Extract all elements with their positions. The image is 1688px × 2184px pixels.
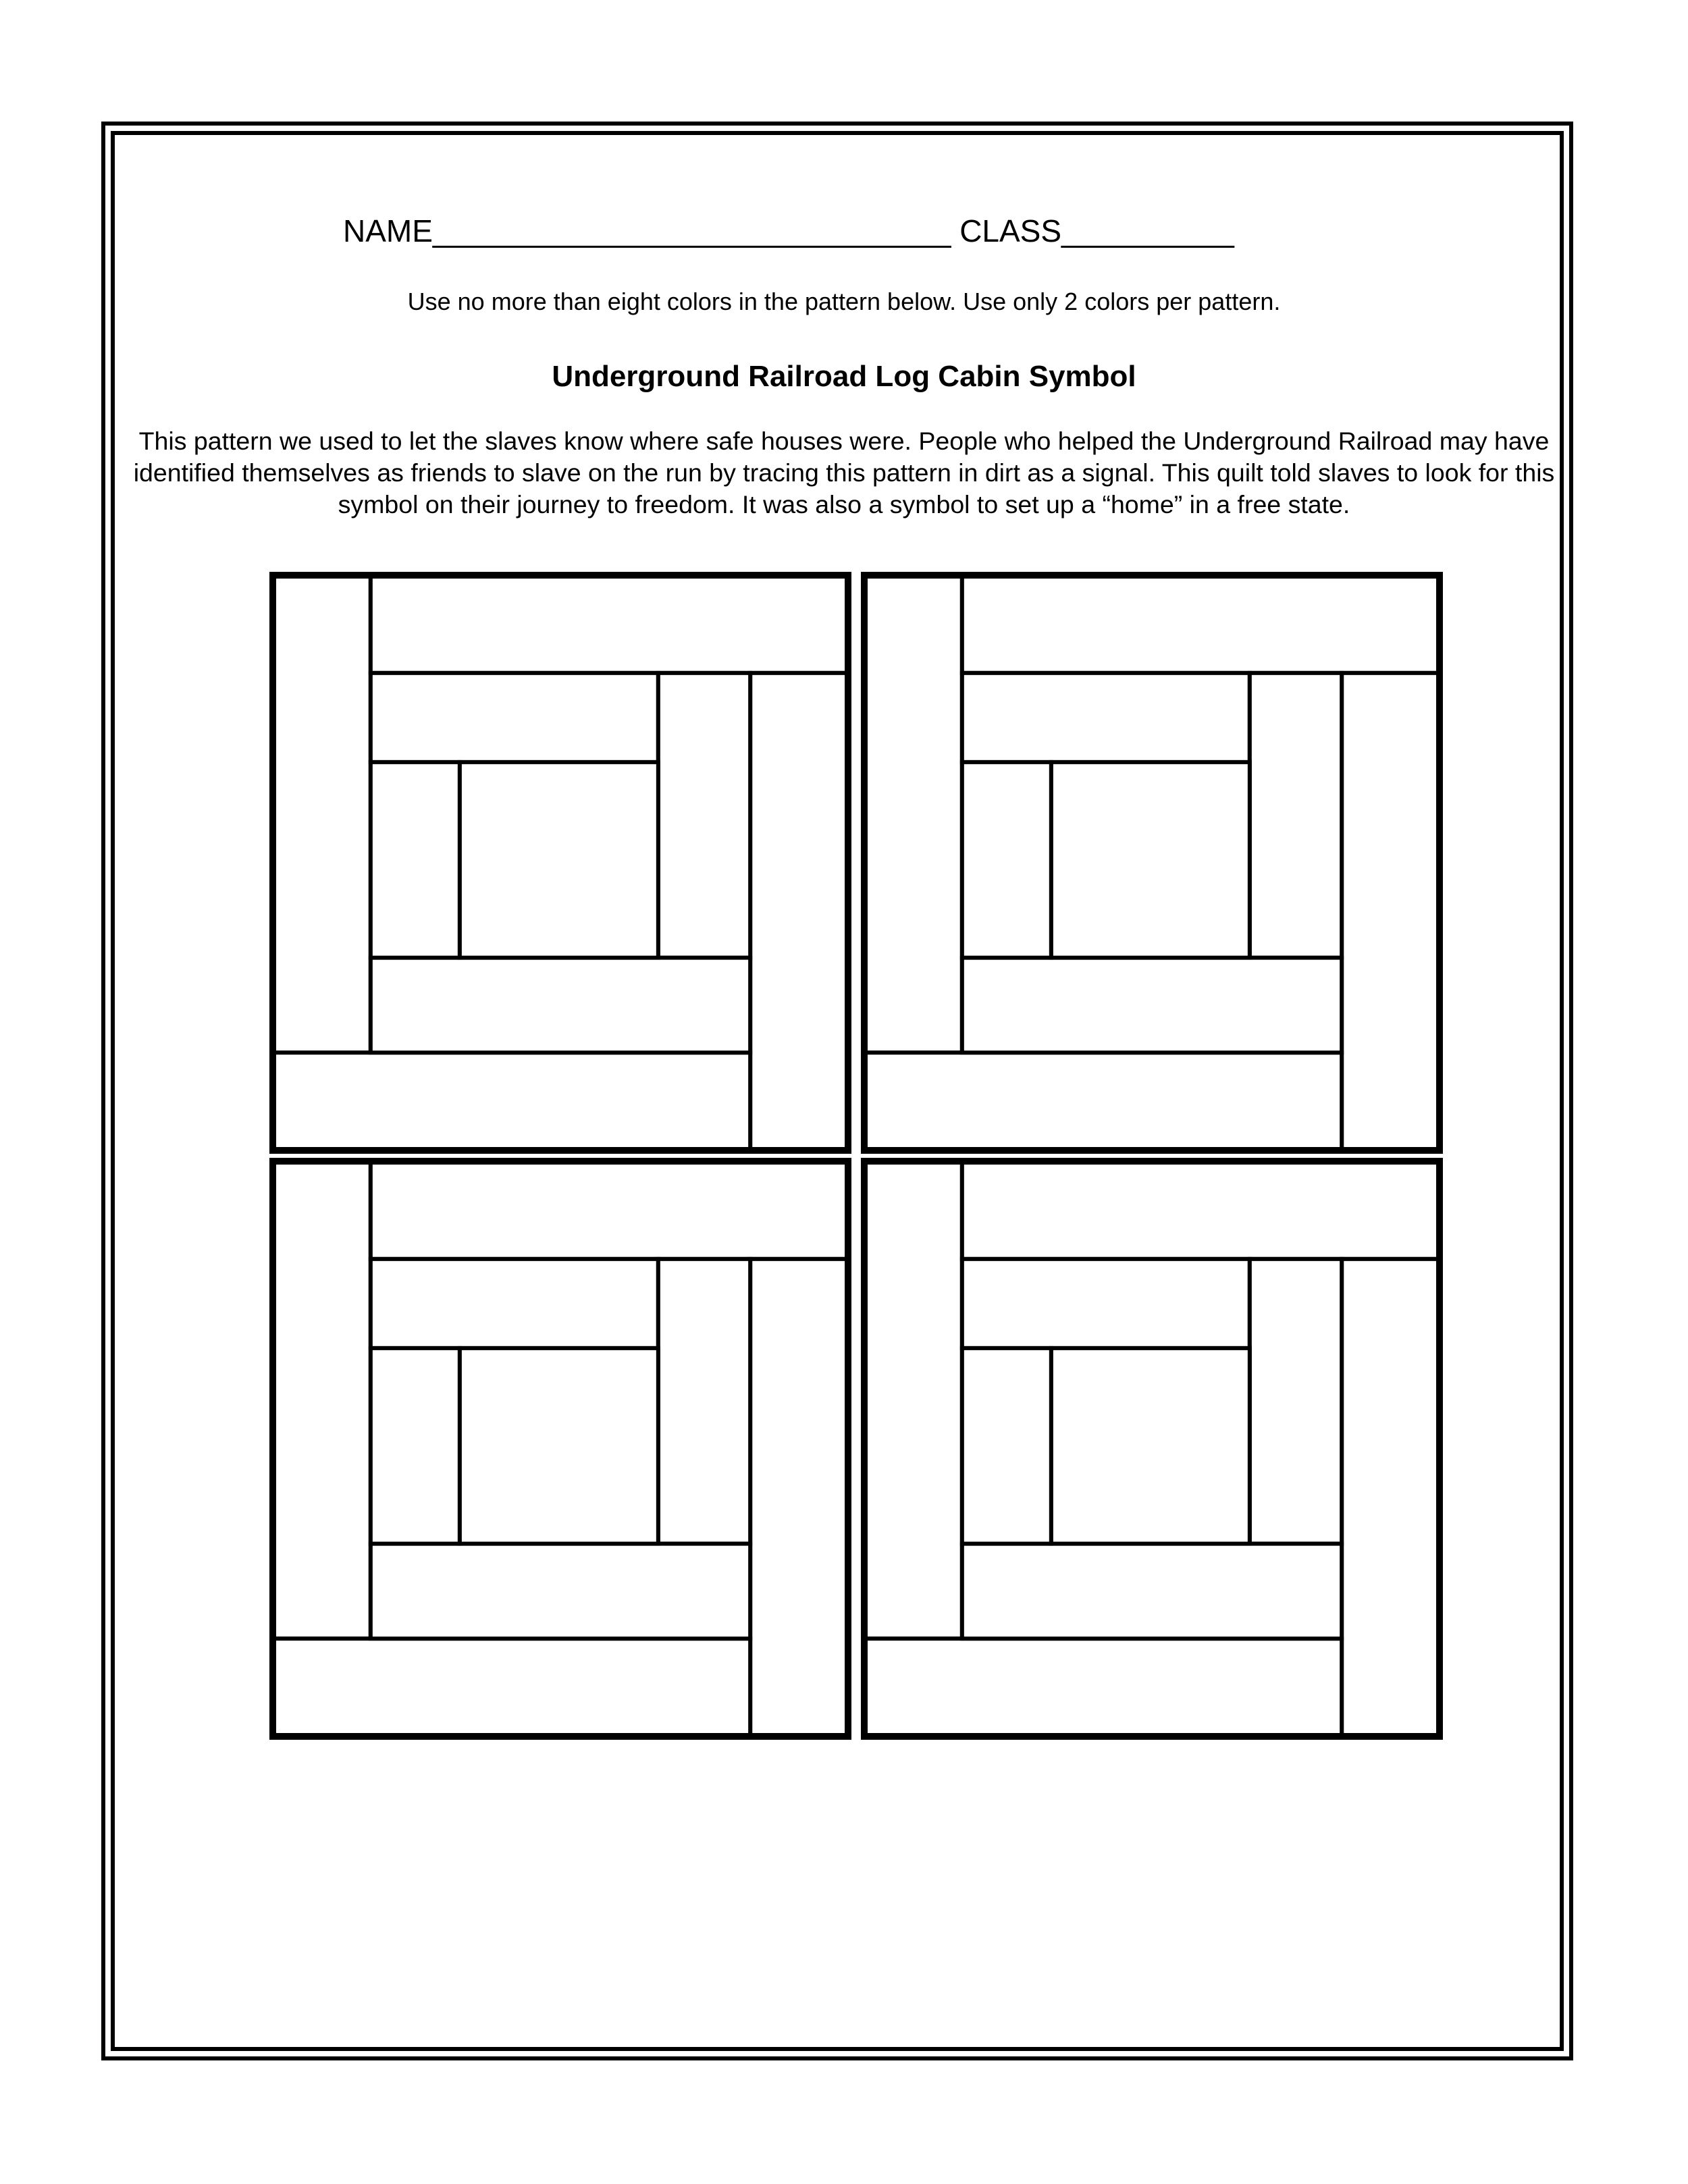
page-title: Underground Railroad Log Cabin Symbol — [552, 360, 1136, 393]
name-label: NAME — [343, 213, 433, 248]
page-border-inner — [111, 131, 1564, 2051]
class-label: CLASS — [959, 213, 1062, 248]
instructions-text: Use no more than eight colors in the pattern below. Use only 2 colors per pattern. — [407, 288, 1281, 315]
name-class-line — [343, 211, 1356, 251]
name-field[interactable]: ______________________________ — [432, 213, 951, 248]
description-paragraph: This pattern we used to let the slaves know where safe houses were. People who helped the Underground Railroad may have identified themselves as friends to slave on the run by tracing this pattern in dirt as a signal. This quilt told slaves to look for this symbol on their journey to freedom. It was also a symbol to set up a “home” in a free state. — [133, 427, 1555, 518]
class-field[interactable]: __________ — [1061, 213, 1234, 248]
